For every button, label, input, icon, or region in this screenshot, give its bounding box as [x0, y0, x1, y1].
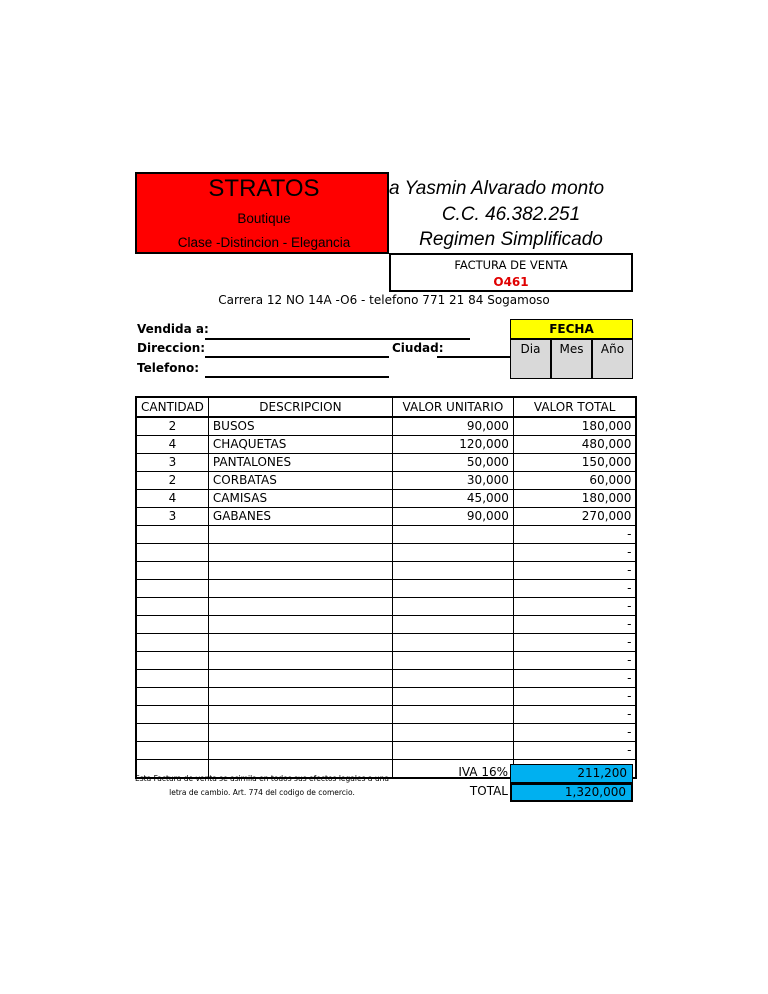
header-quantity: CANTIDAD	[136, 397, 208, 417]
unit-price-cell: 50,000	[392, 454, 513, 472]
description-cell	[208, 580, 392, 598]
total-cell: -	[513, 544, 636, 562]
table-row	[136, 508, 636, 526]
description-cell	[208, 670, 392, 688]
total-cell: -	[513, 598, 636, 616]
unit-price-cell	[392, 688, 513, 706]
table-row	[136, 724, 636, 742]
phone-label: Telefono:	[137, 361, 200, 375]
table-row	[136, 580, 636, 598]
unit-price-cell	[392, 598, 513, 616]
table-row	[136, 490, 636, 508]
unit-price-cell: 45,000	[392, 490, 513, 508]
qty-cell	[136, 562, 208, 580]
unit-price-cell	[392, 724, 513, 742]
unit-price-cell	[392, 580, 513, 598]
brand-subtitle: Boutique	[237, 211, 291, 226]
total-cell: 270,000	[513, 508, 636, 526]
legal-note	[135, 772, 389, 800]
date-year-cell[interactable]: Año	[592, 339, 633, 379]
sold-to-label: Vendida a:	[137, 322, 209, 336]
table-row	[136, 598, 636, 616]
unit-price-cell	[392, 616, 513, 634]
table-row	[136, 526, 636, 544]
table-row	[136, 652, 636, 670]
table-row	[136, 472, 636, 490]
owner-name-container	[389, 178, 633, 204]
unit-price-cell	[392, 670, 513, 688]
description-cell	[208, 724, 392, 742]
table-row	[136, 688, 636, 706]
description-cell	[208, 616, 392, 634]
total-cell: -	[513, 670, 636, 688]
invoice-number-box	[389, 253, 633, 292]
total-value: 1,320,000	[510, 783, 633, 802]
legal-note-line2: letra de cambio. Art. 774 del codigo de comercio.	[169, 788, 355, 797]
unit-price-cell	[392, 634, 513, 652]
total-cell: -	[513, 742, 636, 760]
qty-cell	[136, 616, 208, 634]
qty-cell: 4	[136, 436, 208, 454]
unit-price-cell	[392, 562, 513, 580]
total-cell: -	[513, 652, 636, 670]
owner-name: a Yasmin Alvarado monto	[389, 178, 605, 199]
total-cell: -	[513, 706, 636, 724]
description-cell	[208, 652, 392, 670]
total-cell: -	[513, 562, 636, 580]
unit-price-cell	[392, 652, 513, 670]
unit-price-cell: 90,000	[392, 417, 513, 436]
description-cell: CAMISAS	[208, 490, 392, 508]
qty-cell	[136, 724, 208, 742]
qty-cell	[136, 580, 208, 598]
total-cell: 180,000	[513, 490, 636, 508]
table-row	[136, 436, 636, 454]
city-line[interactable]	[437, 356, 510, 358]
table-row	[136, 562, 636, 580]
city-label: Ciudad:	[392, 341, 444, 355]
total-label: TOTAL	[469, 784, 508, 798]
tax-regime: Regimen Simplificado	[419, 229, 603, 250]
qty-cell: 2	[136, 472, 208, 490]
description-cell	[208, 562, 392, 580]
qty-cell	[136, 526, 208, 544]
description-cell: BUSOS	[208, 417, 392, 436]
qty-cell: 3	[136, 454, 208, 472]
unit-price-cell: 120,000	[392, 436, 513, 454]
legal-note-line1: Esta Factura de venta se asimila en todos sus efectos legales a una	[135, 774, 389, 783]
table-row	[136, 616, 636, 634]
total-cell: 150,000	[513, 454, 636, 472]
table-header-row	[136, 397, 636, 417]
unit-price-cell: 30,000	[392, 472, 513, 490]
date-header: FECHA	[510, 319, 633, 339]
qty-cell	[136, 544, 208, 562]
qty-cell: 3	[136, 508, 208, 526]
description-cell	[208, 634, 392, 652]
brand-box	[135, 172, 389, 254]
table-row	[136, 742, 636, 760]
qty-cell: 2	[136, 417, 208, 436]
total-cell: -	[513, 688, 636, 706]
qty-cell	[136, 742, 208, 760]
invoice-label: FACTURA DE VENTA	[454, 258, 568, 272]
brand-title: STRATOS	[208, 175, 320, 202]
description-cell: GABANES	[208, 508, 392, 526]
table-row	[136, 634, 636, 652]
owner-id-number: C.C. 46.382.251	[441, 204, 581, 225]
description-cell	[208, 526, 392, 544]
table-row	[136, 706, 636, 724]
table-row	[136, 454, 636, 472]
brand-slogan: Clase -Distincion - Elegancia	[177, 235, 351, 250]
items-table	[135, 396, 637, 779]
header-total: VALOR TOTAL	[513, 397, 636, 417]
description-cell: CHAQUETAS	[208, 436, 392, 454]
description-cell	[208, 706, 392, 724]
description-cell	[208, 688, 392, 706]
total-cell: 60,000	[513, 472, 636, 490]
date-month-cell[interactable]: Mes	[551, 339, 592, 379]
address-label: Direccion:	[137, 341, 206, 355]
description-cell	[208, 544, 392, 562]
iva-value: 211,200	[510, 764, 633, 783]
qty-cell	[136, 634, 208, 652]
table-row	[136, 417, 636, 436]
total-cell: 180,000	[513, 417, 636, 436]
phone-line[interactable]	[205, 376, 389, 378]
description-cell: CORBATAS	[208, 472, 392, 490]
total-cell: -	[513, 724, 636, 742]
header-unit-price: VALOR UNITARIO	[392, 397, 513, 417]
unit-price-cell	[392, 706, 513, 724]
total-cell: 480,000	[513, 436, 636, 454]
table-row	[136, 544, 636, 562]
address-line[interactable]	[205, 356, 389, 358]
description-cell: PANTALONES	[208, 454, 392, 472]
iva-label: IVA 16%	[458, 765, 508, 779]
qty-cell	[136, 652, 208, 670]
store-address: Carrera 12 NO 14A -O6 - telefono 771 21 84 Sogamoso	[218, 293, 550, 307]
date-day-cell[interactable]: Dia	[510, 339, 551, 379]
total-cell: -	[513, 526, 636, 544]
qty-cell	[136, 670, 208, 688]
qty-cell: 4	[136, 490, 208, 508]
invoice-number: O461	[493, 275, 529, 289]
qty-cell	[136, 706, 208, 724]
total-cell: -	[513, 634, 636, 652]
sold-to-line[interactable]	[205, 338, 470, 340]
description-cell	[208, 742, 392, 760]
total-cell: -	[513, 580, 636, 598]
total-cell: -	[513, 616, 636, 634]
header-description: DESCRIPCION	[208, 397, 392, 417]
description-cell	[208, 598, 392, 616]
unit-price-cell: 90,000	[392, 508, 513, 526]
unit-price-cell	[392, 544, 513, 562]
table-row	[136, 670, 636, 688]
qty-cell	[136, 688, 208, 706]
unit-price-cell	[392, 526, 513, 544]
qty-cell	[136, 598, 208, 616]
unit-price-cell	[392, 742, 513, 760]
